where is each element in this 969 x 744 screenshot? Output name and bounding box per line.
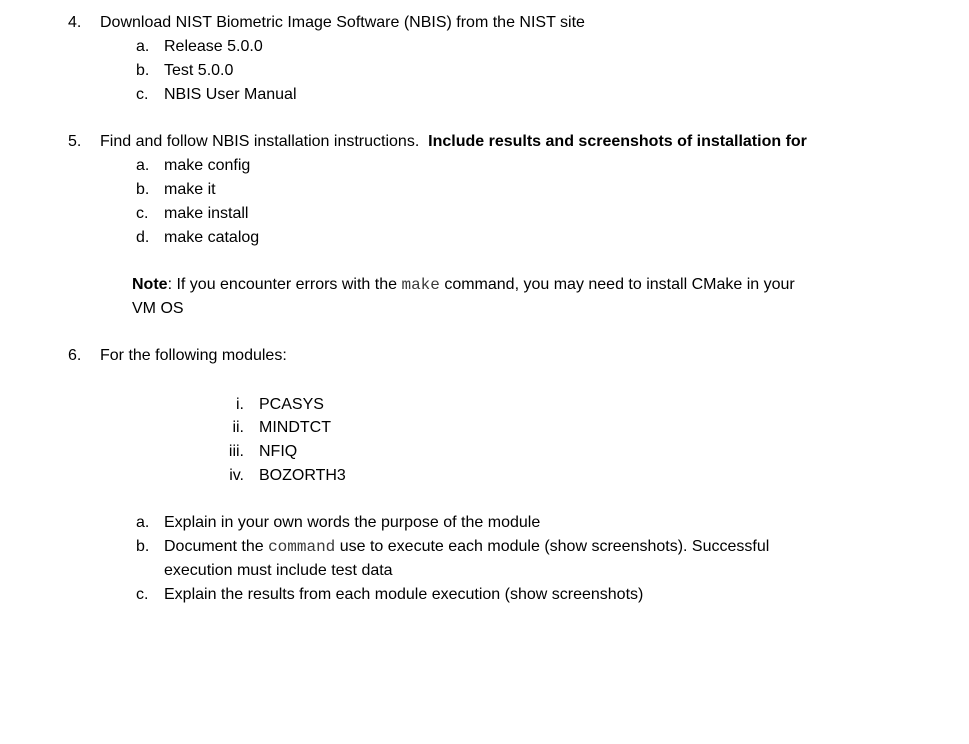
item-number: 4. <box>68 14 82 31</box>
subitem-text-line-2: execution must include test data <box>164 562 393 579</box>
item-text: For the following modules: <box>100 347 287 364</box>
module-marker: ii. <box>232 419 244 436</box>
subitem-marker: d. <box>136 229 150 246</box>
item-bold-text: Include results and screenshots of installation for <box>428 133 807 150</box>
subitem-marker: c. <box>136 86 149 103</box>
subitem-marker: a. <box>136 157 150 174</box>
subitem-text: make config <box>164 157 251 174</box>
item-text: Find and follow NBIS installation instructions. <box>100 133 420 150</box>
subitem-marker: b. <box>136 62 150 79</box>
item-text-line <box>100 132 807 152</box>
subitem-text: Release 5.0.0 <box>164 38 263 55</box>
subitem-text-before: Document the <box>164 538 264 555</box>
module-name: NFIQ <box>259 443 298 460</box>
item-number: 6. <box>68 347 82 364</box>
item-number: 5. <box>68 133 82 150</box>
subitem-text: Explain the results from each module execution (show screenshots) <box>164 586 644 603</box>
module-marker: i. <box>236 396 244 413</box>
item-text: Download NIST Biometric Image Software (NBIS) from the NIST site <box>100 14 585 31</box>
subitem-marker: a. <box>136 38 150 55</box>
module-marker: iii. <box>228 443 244 460</box>
subitem-marker: c. <box>136 205 149 222</box>
module-name: BOZORTH3 <box>259 467 346 484</box>
subitem-marker: b. <box>136 538 150 555</box>
subitem-text: Explain in your own words the purpose of the module <box>164 514 541 531</box>
subitem-text: make it <box>164 181 216 198</box>
subitem-text: make install <box>164 205 249 222</box>
note-text-before: : If you encounter errors with the <box>167 276 398 293</box>
subitem-text-after: use to execute each module (show screenshots). Successful <box>339 538 770 555</box>
note-code: make <box>401 276 440 294</box>
note-line-2: VM OS <box>132 300 184 317</box>
note-text-after: command, you may need to install CMake in your <box>444 276 795 293</box>
subitem-code: command <box>268 538 336 556</box>
subitem-marker: b. <box>136 181 150 198</box>
subitem-text: NBIS User Manual <box>164 86 297 103</box>
module-marker: iv. <box>229 467 244 484</box>
subitem-text-line-1 <box>164 537 769 557</box>
subitem-text: make catalog <box>164 229 260 246</box>
module-name: MINDTCT <box>259 419 331 436</box>
note-line-1 <box>132 275 795 295</box>
subitem-text: Test 5.0.0 <box>164 62 234 79</box>
subitem-marker: c. <box>136 586 149 603</box>
module-name: PCASYS <box>259 396 324 413</box>
note-label: Note <box>132 276 168 293</box>
subitem-marker: a. <box>136 514 150 531</box>
